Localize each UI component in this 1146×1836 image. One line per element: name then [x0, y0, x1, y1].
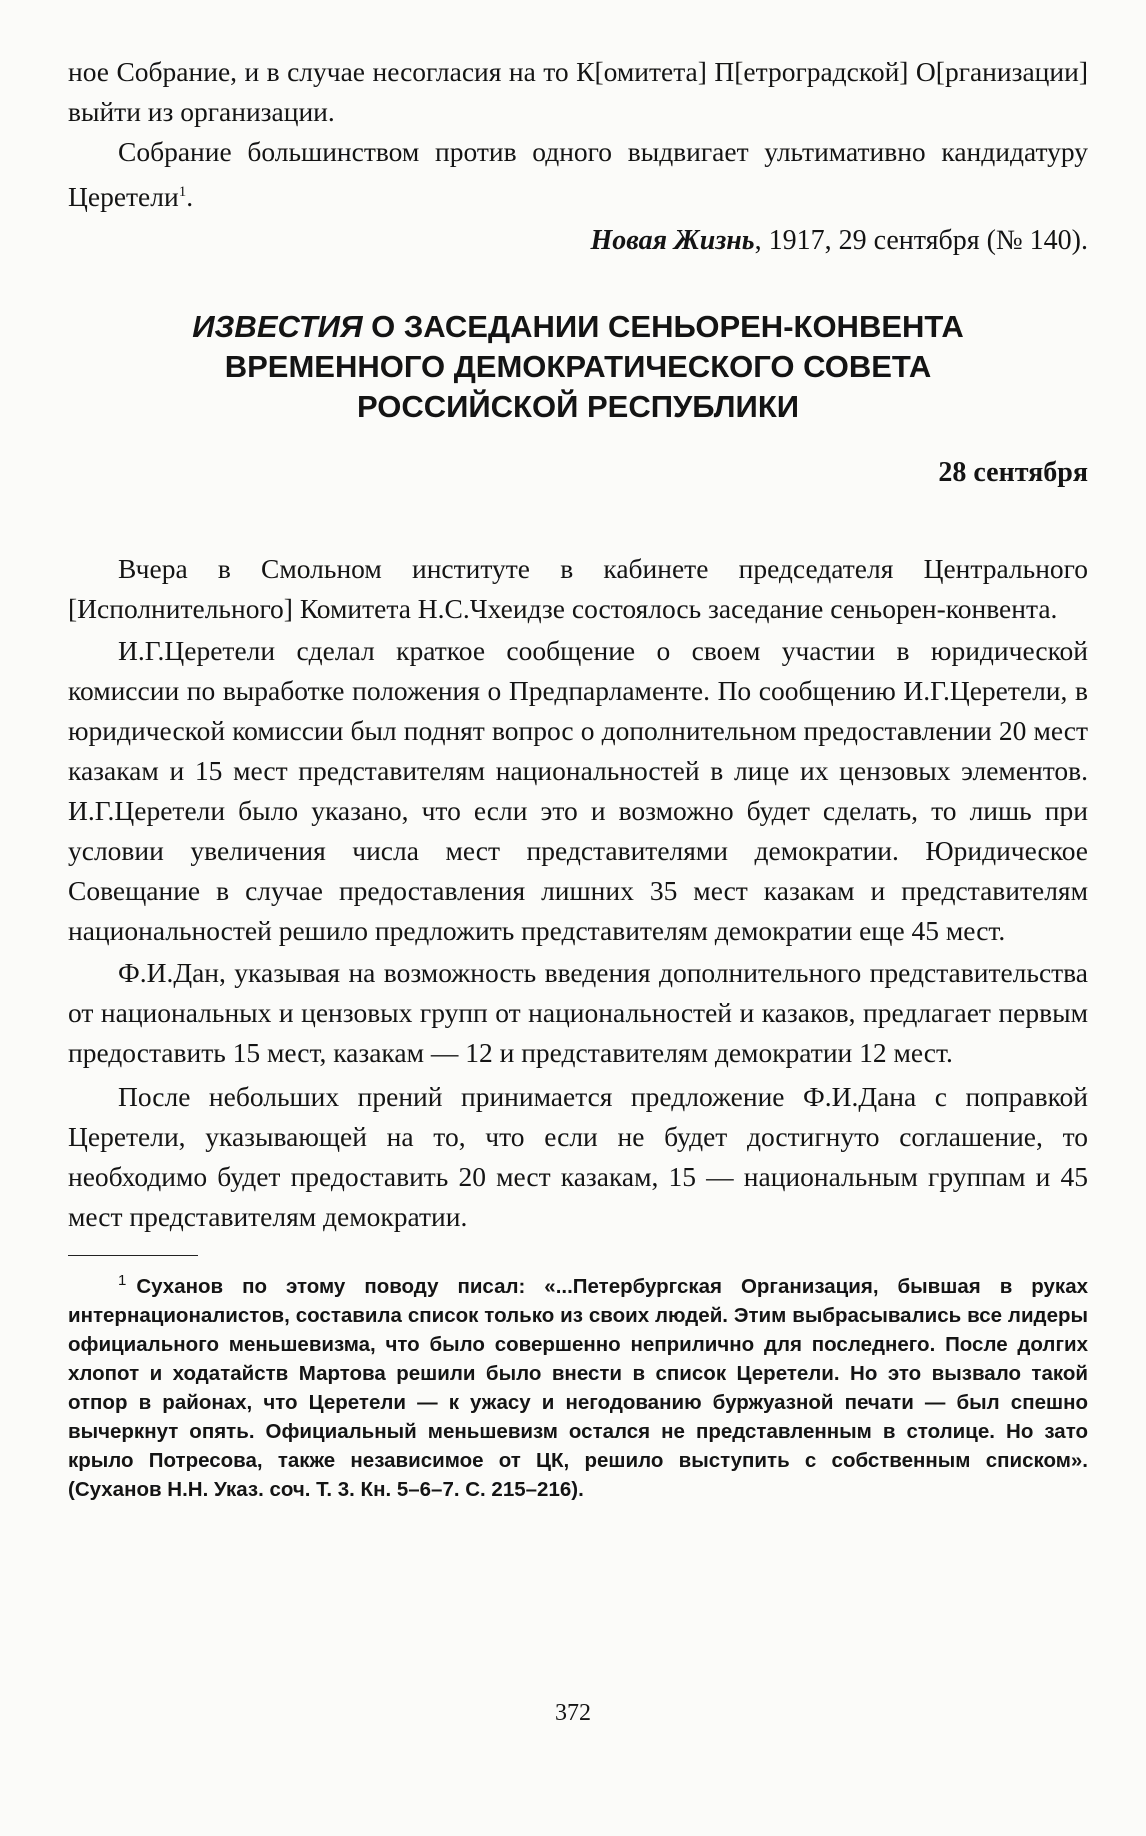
source-citation [68, 221, 1088, 261]
continued-paragraph: ное Собрание, и в случае несогласия на то К[омитета] П[етроградской] О[рганизации] выйти из организации. [68, 56, 1088, 127]
footnote-divider [68, 1255, 198, 1256]
body-paragraph-1: Вчера в Смольном институте в кабинете председателя Центрального [Исполнительного] Комитета Н.С.Чхеидзе состоялось заседание сеньорен-конвента. [68, 553, 1088, 625]
paragraph-text: Собрание большинством против одного выдвигает ультимативно кандидатуру Церетели [68, 136, 1088, 213]
footnote-cite-rest: Указ. соч. Т. 3. Кн. 5–6–7. С. 215–216). [208, 1477, 584, 1501]
heading-line-3: РОССИЙСКОЙ РЕСПУБЛИКИ [356, 389, 800, 425]
footnote-ref[interactable]: 1 [178, 184, 187, 200]
body-paragraph-2: И.Г.Церетели сделал краткое сообщение о своем участии в юридической комиссии по выработке положения о Предпарламенте. По сообщению И.Г.Церетели, в юридической комиссии был поднят вопрос о дополнительном предоставлении 20 мест казакам и 15 мест представителям национальностей в лице их цензовых элементов. И.Г.Церетели было указано, что если это и возможно будет сделать, то лишь при условии увеличения числа мест представителями демократии. Юридическое Совещание в случае предоставления лишних 35 мест казакам и представителям национальностей решило предложить представителям демократии еще 45 мест. [68, 635, 1088, 947]
heading-lead: ИЗВЕСТИЯ [192, 309, 363, 345]
heading-line-1-rest: О ЗАСЕДАНИИ СЕНЬОРЕН-КОНВЕНТА [362, 309, 964, 345]
page-number: 372 [555, 1700, 591, 1726]
body-paragraph-4: После небольших прений принимается предложение Ф.И.Дана с поправкой Церетели, указывающей на то, что если не будет достигнуто соглашение, то необходимо будет предоставить 20 мест казакам, 15 — национальным группам и 45 мест представителям демократии. [68, 1081, 1088, 1233]
paragraph-end: . [186, 181, 194, 213]
body-paragraph-3: Ф.И.Дан, указывая на возможность введения дополнительного представительства от национальных и цензовых групп от национальностей и казаков, предлагает первым предоставить 15 мест, казакам — 12 и представителям демократии 12 мест. [68, 957, 1088, 1069]
footnote-cite-author: (Суханов Н.Н. [68, 1477, 209, 1501]
source-paper: Новая Жизнь [590, 225, 755, 257]
section-body [68, 549, 1088, 1237]
document-page [68, 52, 1088, 1504]
section-heading [68, 307, 1088, 427]
heading-line-1 [68, 307, 1088, 347]
heading-line-2: ВРЕМЕННОГО ДЕМОКРАТИЧЕСКОГО СОВЕТА [224, 349, 932, 385]
footnote [68, 1266, 1088, 1504]
source-details: , 1917, 29 сентября (№ 140). [754, 225, 1088, 257]
paragraph-ultimatum [68, 132, 1088, 217]
section-date: 28 сентября [938, 457, 1088, 489]
footnote-text: Суханов по этому поводу писал: «...Петербургская Организация, бывшая в руках интернационалистов, составила список только из своих людей. Этим выбрасывались все лидеры официального меньшевизма, что было совершенно неприлично для последнего. После долгих хлопот и ходатайств Мартова решили было внести в список Церетели. Но это вызвало такой отпор в районах, что Церетели — к ужасу и негодованию буржуазной печати — был спешно вычеркнут опять. Официальный меньшевизм остался не представленным в столице. Но зато крыло Потресова, также независимое от ЦК, решило выступить с собственным списком». [68, 1274, 1088, 1472]
footnote-mark: 1 [118, 1272, 127, 1290]
